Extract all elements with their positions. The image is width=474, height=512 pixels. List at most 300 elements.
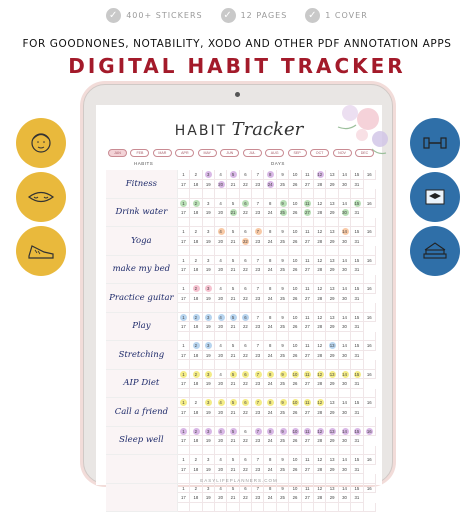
day-cell[interactable] [339,218,351,228]
day-cell[interactable]: 21 [227,379,239,389]
day-cell[interactable]: 4 [215,427,227,437]
day-cell[interactable] [215,218,227,228]
day-cell[interactable]: 6 [240,170,252,180]
day-cell[interactable]: 1 [178,199,190,209]
day-cell[interactable]: 31 [351,237,363,247]
day-cell[interactable]: 26 [289,237,301,247]
tab-feb[interactable]: FEB [130,149,149,157]
day-cell[interactable]: 27 [302,322,314,332]
day-cell[interactable]: 21 [227,408,239,418]
day-cell[interactable]: 28 [314,351,326,361]
day-cell[interactable] [277,332,289,342]
day-cell[interactable] [339,246,351,256]
day-cell[interactable] [203,189,215,199]
day-cell[interactable]: 22 [240,493,252,503]
day-cell[interactable]: 20 [215,294,227,304]
tab-may[interactable]: MAY [198,149,217,157]
day-cell[interactable]: 31 [351,408,363,418]
day-cell[interactable] [302,446,314,456]
day-cell[interactable]: 16 [364,313,376,323]
day-cell[interactable] [314,417,326,427]
day-cell[interactable]: 31 [351,208,363,218]
day-cell[interactable]: 10 [289,455,301,465]
day-cell[interactable]: 14 [339,170,351,180]
day-cell[interactable]: 14 [339,455,351,465]
day-cell[interactable]: 10 [289,313,301,323]
day-cell[interactable] [326,275,338,285]
day-cell[interactable] [215,417,227,427]
day-cell[interactable] [351,360,363,370]
day-cell[interactable] [326,246,338,256]
day-cell[interactable]: 5 [227,341,239,351]
day-cell[interactable]: 2 [190,313,202,323]
day-cell[interactable] [289,189,301,199]
day-cell[interactable]: 27 [302,265,314,275]
day-cell[interactable]: 8 [264,199,276,209]
day-cell[interactable]: 7 [252,455,264,465]
day-cell[interactable] [364,189,376,199]
day-cell[interactable]: 14 [339,370,351,380]
day-cell[interactable]: 17 [178,237,190,247]
day-cell[interactable]: 31 [351,465,363,475]
day-cell[interactable]: 8 [264,284,276,294]
day-cell[interactable] [351,246,363,256]
day-cell[interactable] [190,218,202,228]
day-cell[interactable] [326,417,338,427]
day-cell[interactable]: 21 [227,465,239,475]
day-cell[interactable]: 15 [351,313,363,323]
day-cell[interactable] [178,246,190,256]
day-cell[interactable]: 18 [190,465,202,475]
day-cell[interactable]: 23 [252,322,264,332]
day-cell[interactable]: 12 [314,284,326,294]
day-cell[interactable] [178,503,190,512]
habit-name[interactable]: make my bed [106,256,178,284]
day-cell[interactable]: 25 [277,465,289,475]
day-cell[interactable]: 30 [339,436,351,446]
day-cell[interactable]: 18 [190,408,202,418]
day-cell[interactable]: 30 [339,408,351,418]
day-cell[interactable]: 23 [252,351,264,361]
day-cell[interactable]: 6 [240,284,252,294]
day-cell[interactable]: 6 [240,398,252,408]
day-cell[interactable] [302,189,314,199]
day-cell[interactable]: 22 [240,351,252,361]
day-cell[interactable] [351,417,363,427]
day-cell[interactable] [314,503,326,512]
day-cell[interactable]: 27 [302,465,314,475]
day-cell[interactable]: 23 [252,408,264,418]
day-cell[interactable]: 18 [190,208,202,218]
day-cell[interactable]: 29 [326,408,338,418]
day-cell[interactable]: 20 [215,493,227,503]
day-cell[interactable] [190,389,202,399]
day-cell[interactable] [178,218,190,228]
day-cell[interactable] [339,303,351,313]
day-cell[interactable]: 21 [227,180,239,190]
day-cell[interactable]: 2 [190,455,202,465]
day-cell[interactable]: 1 [178,370,190,380]
day-cell[interactable]: 18 [190,379,202,389]
day-cell[interactable] [339,503,351,512]
day-cell[interactable]: 21 [227,351,239,361]
day-cell[interactable]: 29 [326,265,338,275]
day-cell[interactable] [339,332,351,342]
day-cell[interactable]: 20 [215,322,227,332]
day-cell[interactable] [364,360,376,370]
day-cell[interactable]: 2 [190,256,202,266]
day-cell[interactable]: 17 [178,265,190,275]
day-cell[interactable] [351,389,363,399]
day-cell[interactable]: 12 [314,199,326,209]
day-cell[interactable]: 7 [252,313,264,323]
day-cell[interactable]: 17 [178,294,190,304]
day-cell[interactable]: 5 [227,484,239,494]
day-cell[interactable]: 9 [277,313,289,323]
day-cell[interactable] [326,446,338,456]
day-cell[interactable]: 4 [215,170,227,180]
day-cell[interactable]: 10 [289,484,301,494]
day-cell[interactable]: 4 [215,341,227,351]
day-cell[interactable]: 14 [339,341,351,351]
day-cell[interactable] [364,389,376,399]
day-cell[interactable]: 23 [252,465,264,475]
day-cell[interactable] [203,218,215,228]
day-cell[interactable] [203,303,215,313]
day-cell[interactable]: 26 [289,379,301,389]
day-cell[interactable] [277,503,289,512]
day-cell[interactable]: 18 [190,351,202,361]
day-cell[interactable]: 5 [227,398,239,408]
habit-name[interactable]: Yoga [106,227,178,255]
day-cell[interactable] [190,303,202,313]
habit-name[interactable]: Sleep well [106,427,178,455]
day-cell[interactable]: 15 [351,199,363,209]
day-cell[interactable]: 10 [289,227,301,237]
day-cell[interactable]: 25 [277,351,289,361]
day-cell[interactable]: 23 [252,237,264,247]
day-cell[interactable]: 10 [289,398,301,408]
day-cell[interactable]: 4 [215,227,227,237]
day-cell[interactable]: 6 [240,199,252,209]
tab-sep[interactable]: SEP [288,149,307,157]
day-cell[interactable]: 3 [203,427,215,437]
day-cell[interactable]: 17 [178,322,190,332]
day-cell[interactable] [252,332,264,342]
day-cell[interactable]: 8 [264,455,276,465]
day-cell[interactable] [190,417,202,427]
day-cell[interactable]: 1 [178,170,190,180]
day-cell[interactable] [289,503,301,512]
day-cell[interactable]: 6 [240,484,252,494]
day-cell[interactable] [289,389,301,399]
day-cell[interactable]: 14 [339,284,351,294]
day-cell[interactable]: 30 [339,322,351,332]
day-cell[interactable]: 19 [203,322,215,332]
day-cell[interactable] [227,303,239,313]
day-cell[interactable]: 25 [277,208,289,218]
day-cell[interactable]: 18 [190,237,202,247]
day-cell[interactable] [252,303,264,313]
day-cell[interactable] [190,446,202,456]
day-cell[interactable]: 31 [351,265,363,275]
day-cell[interactable] [314,332,326,342]
day-cell[interactable] [264,218,276,228]
day-cell[interactable]: 11 [302,284,314,294]
day-cell[interactable] [264,446,276,456]
day-cell[interactable]: 5 [227,313,239,323]
day-cell[interactable] [252,389,264,399]
day-cell[interactable] [227,218,239,228]
day-cell[interactable] [178,275,190,285]
day-cell[interactable]: 11 [302,370,314,380]
day-cell[interactable] [264,303,276,313]
day-cell[interactable]: 6 [240,313,252,323]
day-cell[interactable] [227,417,239,427]
day-cell[interactable]: 8 [264,256,276,266]
day-cell[interactable] [203,360,215,370]
day-cell[interactable]: 29 [326,493,338,503]
day-cell[interactable]: 19 [203,408,215,418]
day-cell[interactable] [277,275,289,285]
day-cell[interactable]: 15 [351,455,363,465]
day-cell[interactable]: 13 [326,427,338,437]
day-cell[interactable]: 24 [264,237,276,247]
day-cell[interactable]: 3 [203,313,215,323]
day-cell[interactable]: 18 [190,493,202,503]
day-cell[interactable]: 2 [190,170,202,180]
day-cell[interactable] [364,417,376,427]
day-cell[interactable]: 27 [302,351,314,361]
day-cell[interactable]: 9 [277,484,289,494]
day-cell[interactable]: 19 [203,379,215,389]
day-cell[interactable] [277,303,289,313]
day-cell[interactable]: 16 [364,227,376,237]
day-cell[interactable]: 13 [326,484,338,494]
day-cell[interactable] [240,246,252,256]
day-cell[interactable]: 3 [203,370,215,380]
day-cell[interactable]: 13 [326,341,338,351]
day-cell[interactable] [178,417,190,427]
day-cell[interactable]: 13 [326,398,338,408]
day-cell[interactable] [178,189,190,199]
day-cell[interactable]: 4 [215,398,227,408]
day-cell[interactable] [302,275,314,285]
day-cell[interactable]: 3 [203,199,215,209]
tab-mar[interactable]: MAR [153,149,172,157]
day-cell[interactable] [264,189,276,199]
day-cell[interactable]: 25 [277,265,289,275]
tab-jun[interactable]: JUN [220,149,239,157]
day-cell[interactable]: 24 [264,379,276,389]
day-cell[interactable]: 29 [326,208,338,218]
day-cell[interactable]: 9 [277,199,289,209]
day-cell[interactable]: 16 [364,370,376,380]
day-cell[interactable]: 9 [277,427,289,437]
day-cell[interactable]: 17 [178,408,190,418]
day-cell[interactable]: 8 [264,227,276,237]
day-cell[interactable]: 15 [351,370,363,380]
day-cell[interactable]: 14 [339,256,351,266]
day-cell[interactable]: 26 [289,436,301,446]
day-cell[interactable]: 2 [190,484,202,494]
day-cell[interactable]: 24 [264,493,276,503]
day-cell[interactable]: 7 [252,170,264,180]
day-cell[interactable]: 14 [339,313,351,323]
day-cell[interactable]: 20 [215,180,227,190]
day-cell[interactable]: 18 [190,265,202,275]
day-cell[interactable]: 28 [314,180,326,190]
day-cell[interactable]: 7 [252,284,264,294]
day-cell[interactable]: 17 [178,379,190,389]
day-cell[interactable]: 17 [178,465,190,475]
day-cell[interactable]: 27 [302,408,314,418]
day-cell[interactable]: 12 [314,341,326,351]
day-cell[interactable]: 2 [190,284,202,294]
habit-name[interactable]: Stretching [106,341,178,369]
day-cell[interactable]: 12 [314,427,326,437]
day-cell[interactable] [364,446,376,456]
day-cell[interactable] [289,275,301,285]
day-cell[interactable] [264,275,276,285]
day-cell[interactable]: 5 [227,199,239,209]
day-cell[interactable]: 27 [302,180,314,190]
day-cell[interactable]: 5 [227,427,239,437]
day-cell[interactable] [178,389,190,399]
day-cell[interactable]: 19 [203,180,215,190]
day-cell[interactable]: 1 [178,398,190,408]
day-cell[interactable]: 8 [264,313,276,323]
day-cell[interactable]: 24 [264,208,276,218]
day-cell[interactable]: 20 [215,379,227,389]
day-cell[interactable]: 17 [178,436,190,446]
tab-dec[interactable]: DEC [355,149,374,157]
day-cell[interactable]: 30 [339,294,351,304]
day-cell[interactable]: 30 [339,379,351,389]
day-cell[interactable]: 25 [277,322,289,332]
day-cell[interactable] [314,246,326,256]
day-cell[interactable] [178,360,190,370]
day-cell[interactable] [339,189,351,199]
day-cell[interactable]: 1 [178,256,190,266]
day-cell[interactable]: 20 [215,408,227,418]
day-cell[interactable]: 18 [190,322,202,332]
day-cell[interactable]: 26 [289,408,301,418]
day-cell[interactable] [314,303,326,313]
day-cell[interactable]: 31 [351,379,363,389]
day-cell[interactable]: 14 [339,398,351,408]
day-cell[interactable] [203,246,215,256]
day-cell[interactable]: 11 [302,484,314,494]
day-cell[interactable]: 8 [264,170,276,180]
day-cell[interactable] [364,503,376,512]
day-cell[interactable]: 2 [190,341,202,351]
day-cell[interactable] [351,446,363,456]
day-cell[interactable]: 31 [351,351,363,361]
day-cell[interactable] [227,389,239,399]
day-cell[interactable]: 2 [190,398,202,408]
day-cell[interactable]: 20 [215,237,227,247]
day-cell[interactable]: 8 [264,427,276,437]
day-cell[interactable]: 1 [178,227,190,237]
day-cell[interactable]: 3 [203,455,215,465]
day-cell[interactable] [264,332,276,342]
day-cell[interactable] [264,389,276,399]
day-cell[interactable] [351,189,363,199]
day-cell[interactable]: 4 [215,199,227,209]
day-cell[interactable]: 20 [215,208,227,218]
day-cell[interactable] [215,332,227,342]
day-cell[interactable]: 28 [314,379,326,389]
day-cell[interactable]: 5 [227,455,239,465]
day-cell[interactable]: 17 [178,208,190,218]
day-cell[interactable]: 23 [252,265,264,275]
day-cell[interactable]: 1 [178,455,190,465]
day-cell[interactable]: 22 [240,180,252,190]
habit-name[interactable] [106,484,178,512]
day-cell[interactable]: 4 [215,256,227,266]
day-cell[interactable]: 24 [264,436,276,446]
day-cell[interactable]: 9 [277,455,289,465]
day-cell[interactable] [240,275,252,285]
day-cell[interactable]: 15 [351,256,363,266]
day-cell[interactable]: 15 [351,170,363,180]
day-cell[interactable] [277,389,289,399]
day-cell[interactable]: 11 [302,341,314,351]
day-cell[interactable] [302,503,314,512]
day-cell[interactable]: 10 [289,256,301,266]
day-cell[interactable] [215,446,227,456]
day-cell[interactable] [289,303,301,313]
day-cell[interactable] [240,446,252,456]
day-cell[interactable]: 26 [289,493,301,503]
day-cell[interactable] [351,503,363,512]
tab-oct[interactable]: OCT [310,149,329,157]
day-cell[interactable]: 17 [178,351,190,361]
day-cell[interactable]: 11 [302,227,314,237]
day-cell[interactable]: 28 [314,265,326,275]
day-cell[interactable]: 24 [264,465,276,475]
day-cell[interactable]: 13 [326,455,338,465]
day-cell[interactable] [314,389,326,399]
day-cell[interactable]: 7 [252,427,264,437]
day-cell[interactable]: 6 [240,455,252,465]
day-cell[interactable]: 19 [203,294,215,304]
day-cell[interactable] [314,189,326,199]
day-cell[interactable]: 3 [203,284,215,294]
day-cell[interactable]: 29 [326,180,338,190]
day-cell[interactable]: 17 [178,180,190,190]
day-cell[interactable]: 13 [326,284,338,294]
day-cell[interactable] [289,218,301,228]
day-cell[interactable]: 16 [364,455,376,465]
day-cell[interactable]: 11 [302,427,314,437]
day-cell[interactable] [240,189,252,199]
day-cell[interactable] [190,275,202,285]
day-cell[interactable] [364,303,376,313]
day-cell[interactable]: 29 [326,436,338,446]
day-cell[interactable] [364,218,376,228]
day-cell[interactable]: 14 [339,227,351,237]
tab-nov[interactable]: NOV [333,149,352,157]
day-cell[interactable]: 6 [240,256,252,266]
day-cell[interactable]: 28 [314,208,326,218]
day-cell[interactable]: 4 [215,455,227,465]
day-cell[interactable]: 19 [203,351,215,361]
day-cell[interactable] [227,446,239,456]
day-cell[interactable]: 24 [264,180,276,190]
day-cell[interactable]: 21 [227,294,239,304]
